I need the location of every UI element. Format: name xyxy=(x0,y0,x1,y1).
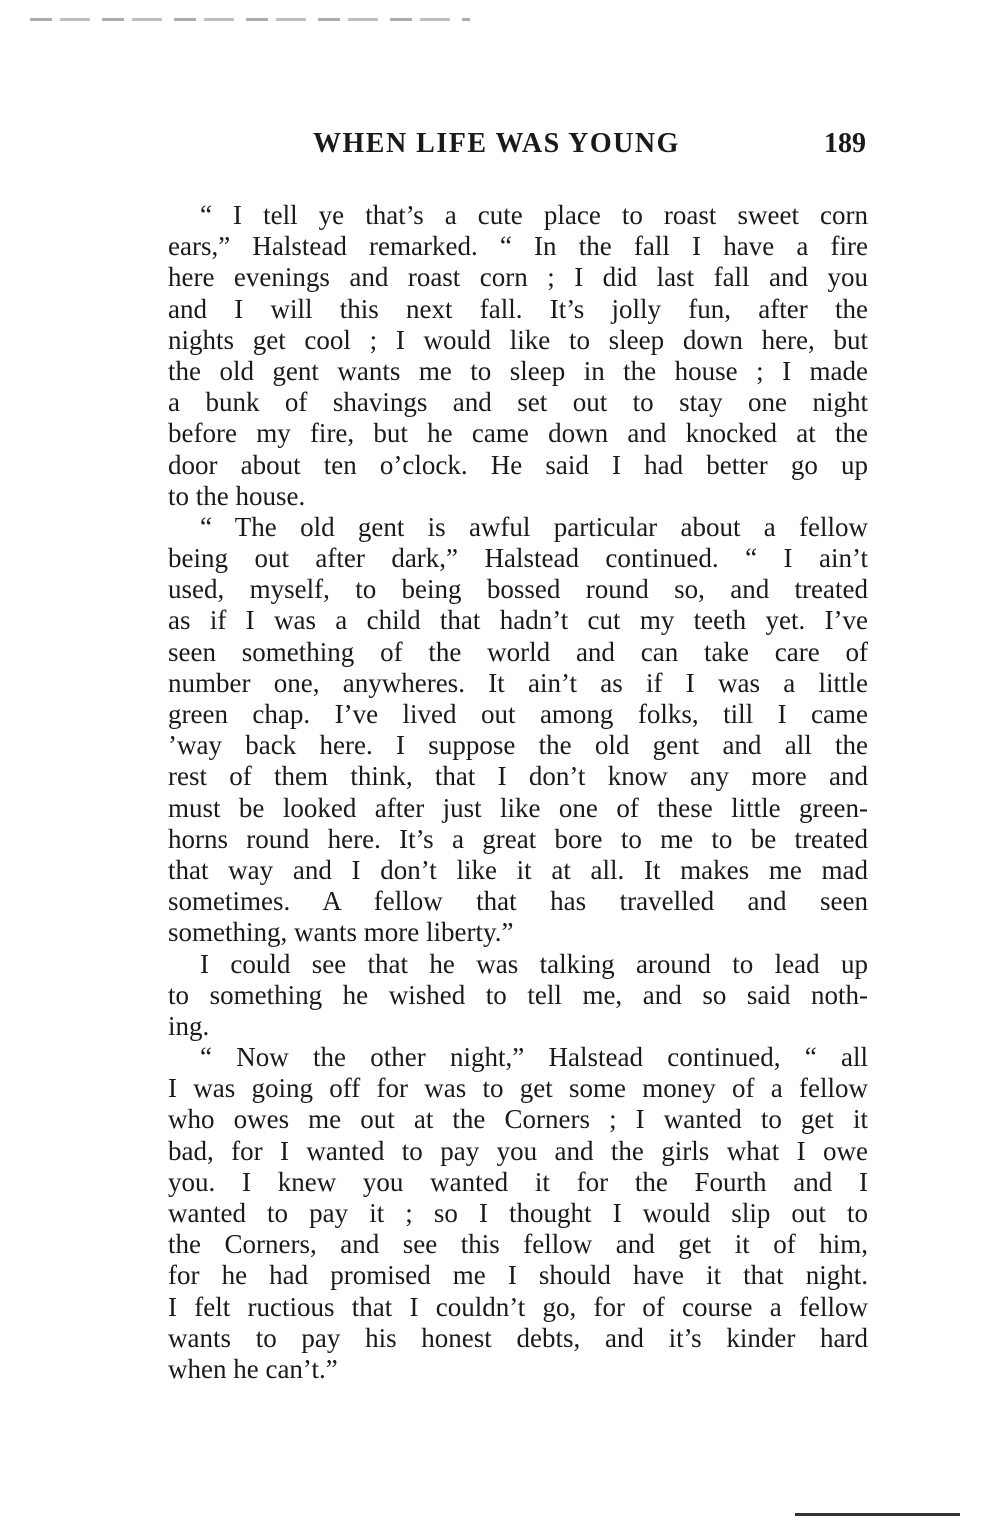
text-line: you. I knew you wanted it for the Fourth and I xyxy=(168,1166,868,1197)
running-head xyxy=(168,128,868,168)
text-line: wanted to pay it ; so I thought I would slip out to xyxy=(168,1198,868,1228)
text-line: a bunk of shavings and set out to stay one night xyxy=(168,387,868,418)
text-line: I could see that he was talking around to lead up xyxy=(200,948,868,979)
text-line: ’way back here. I suppose the old gent and all the xyxy=(168,730,868,761)
text-line: bad, for I wanted to pay you and the girls what I owe xyxy=(168,1135,868,1166)
text-line: nights get cool ; I would like to sleep down here, but xyxy=(168,324,868,355)
text-line: to something he wished to tell me, and so said noth- xyxy=(168,979,868,1010)
text-line: who owes me out at the Corners ; I wanted to get it xyxy=(168,1104,868,1135)
text-line: used, myself, to being bossed round so, and treated xyxy=(168,574,868,605)
text-line: seen something of the world and can take care of xyxy=(168,636,868,667)
text-line: when he can’t.” xyxy=(168,1353,338,1384)
text-line: wants to pay his honest debts, and it’s kinder hard xyxy=(168,1322,868,1353)
text-line: door about ten o’clock. He said I had better go up xyxy=(168,449,868,480)
text-line: ing. xyxy=(168,1010,210,1041)
text-line: the Corners, and see this fellow and get it of him, xyxy=(168,1229,868,1260)
text-line: “ Now the other night,” Halstead continued, “ all xyxy=(200,1042,868,1073)
text-line: here evenings and roast corn ; I did last fall and you xyxy=(168,262,868,293)
text-line: as if I was a child that hadn’t cut my teeth yet. I’ve xyxy=(168,605,868,636)
text-line: that way and I don’t like it at all. It makes me mad xyxy=(168,854,868,885)
text-line: the old gent wants me to sleep in the house ; I made xyxy=(168,355,868,386)
text-line: sometimes. A fellow that has travelled and seen xyxy=(168,886,868,917)
text-line: must be looked after just like one of these little green- xyxy=(168,792,868,823)
text-line: to the house. xyxy=(168,480,306,511)
text-line: I was going off for was to get some money of a fellow xyxy=(168,1073,868,1104)
text-line: green chap. I’ve lived out among folks, till I came xyxy=(168,699,868,729)
bottom-rule xyxy=(795,1513,960,1516)
text-line: before my fire, but he came down and knocked at the xyxy=(168,418,868,449)
text-line: rest of them think, that I don’t know any more and xyxy=(168,761,868,792)
text-line: “ I tell ye that’s a cute place to roast sweet corn xyxy=(200,200,868,230)
text-line: being out after dark,” Halstead continued. “ I ain’t xyxy=(168,543,868,574)
text-line: for he had promised me I should have it that night. xyxy=(168,1260,868,1291)
running-title: WHEN LIFE WAS YOUNG xyxy=(313,128,680,159)
text-line: ears,” Halstead remarked. “ In the fall I have a fire xyxy=(168,231,868,262)
body-text xyxy=(168,200,868,1385)
page-number: 189 xyxy=(824,128,866,159)
text-line: number one, anywheres. It ain’t as if I was a little xyxy=(168,667,868,698)
text-line: horns round here. It’s a great bore to me to be treated xyxy=(168,823,868,854)
text-line: something, wants more liberty.” xyxy=(168,917,514,948)
text-line: I felt ructious that I couldn’t go, for of course a fellow xyxy=(168,1291,868,1322)
text-line: “ The old gent is awful particular about a fellow xyxy=(200,511,868,542)
text-line: and I will this next fall. It’s jolly fun, after the xyxy=(168,293,868,324)
scan-artifact xyxy=(30,18,470,21)
